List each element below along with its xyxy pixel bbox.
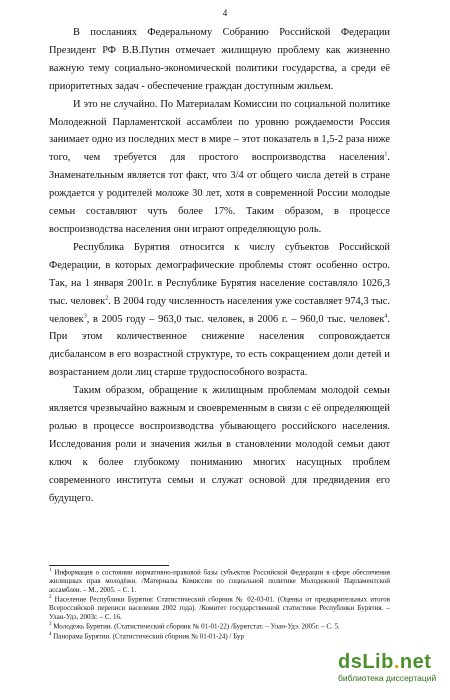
footnote-number: 2: [49, 595, 52, 601]
footnote-number: 4: [49, 632, 52, 638]
footnote-text: Население Республики Бурятия: Статистический сборник № 02-03-01. (Оценка от предварительных итогов Всероссийской переписи населения 2002 года). /Комитет государственной статистики Республики Бурятия. – Улан-Удэ, 2003г. – С. 16.: [49, 595, 390, 621]
footnote-text: Молодежь Бурятии. (Статистический сборник № 01-01-22) /Бурятстат. – Улан-Удэ. 2005г. – С. 5.: [53, 622, 340, 631]
dslib-watermark[interactable]: [338, 651, 446, 684]
footnote-ref-2[interactable]: 2: [105, 295, 109, 302]
footnote-ref-1[interactable]: 1: [384, 151, 388, 158]
paragraph-4: Таким образом, обращение к жилищным проблемам молодой семьи является чрезвычайно важным и своевременным в связи с её определяющей ролью в процессе воспроизводства убывающего российского населения. Исследования роли и значения жилья в становлении молодой семьи дают ключ к более глубокому пониманию многих насущных проблем современного института семьи и служат основой для предвидения его будущего.: [49, 385, 390, 504]
footnote-ref-4[interactable]: 4: [384, 313, 388, 320]
paragraph-3-text-d: . При этом количественное снижение населения сопровождается дисбалансом в его возрастной структуре, то есть сокращением доли детей и возрастанием доли лиц старше трудоспособного возраста.: [49, 313, 390, 379]
footnote-text: Панорама Бурятии. (Статистический сборник № 01-01-24) / Бур: [53, 632, 244, 641]
footnote-ref-3[interactable]: 3: [83, 313, 87, 320]
paragraph-3-text-a: Республика Бурятия относится к числу субъектов Российской Федерации, в которых демографические проблемы стоят особенно остро. Так, на 1 января 2001г. в Республике Бурятия население составляло 1026,3 тыс. человек: [49, 241, 390, 307]
paragraph-1: В посланиях Федеральному Собранию Российской Федерации Президент РФ В.В.Путин отмечает жилищную проблему как жизненно важную тему социально-экономической политики государства, а среди её приоритетных задач - обеспечение граждан доступным жильем.: [49, 27, 390, 92]
body-text: [49, 24, 390, 507]
footnotes: [49, 567, 390, 641]
footnote-2: [49, 594, 390, 621]
dslib-logo: [338, 651, 446, 673]
footnote-text: Информация о состоянии нормативно-правовой базы субъектов Российской Федерации в сфере обеспечения жилищных прав молодёжи. /Материалы Комиссии по социальной политике Молодежной Парламентской ассамблеи. – М., 2005. – С. 1.: [49, 568, 391, 594]
logo-dot: .: [393, 651, 400, 673]
footnote-3: [49, 621, 390, 631]
page-number: 4: [222, 8, 228, 18]
paragraph-3-text-b: . В 2004 году численность населения уже составляет 974,3 тыс. человек: [49, 295, 390, 325]
logo-tld: net: [399, 651, 432, 673]
footnote-number: 3: [49, 622, 52, 628]
logo-main: dsLib: [338, 651, 394, 673]
watermark-subtitle: библиотека диссертаций: [338, 673, 437, 683]
footnote-4: [49, 631, 390, 641]
paragraph-3: [49, 239, 390, 382]
paragraph-2: [49, 96, 390, 239]
paragraph-2-text-b: . Знаменательным является тот факт, что 3/4 от общего числа детей в стране рождается у родителей моложе 30 лет, хотя в современной России молодые семьи составляют чуть более 17%. Таким образом, в процессе воспроизводства населения они играют определяющую роль.: [49, 152, 390, 235]
paragraph-2-text-a: И это не случайно. По Материалам Комиссии по социальной политике Молодежной Парламентской ассамблеи по уровню рождаемости Россия занимает одно из последних мест в мире – этот показатель в 1,5-2 раза ниже того, чем требуется для простого воспроизводства населения: [49, 98, 390, 164]
footnote-divider: [49, 565, 169, 566]
footnote-1: [49, 567, 390, 594]
paragraph-3-text-c: , в 2005 году – 963,0 тыс. человек, в 2006 г. – 960,0 тыс. человек: [86, 313, 385, 325]
footnote-number: 1: [49, 568, 52, 573]
